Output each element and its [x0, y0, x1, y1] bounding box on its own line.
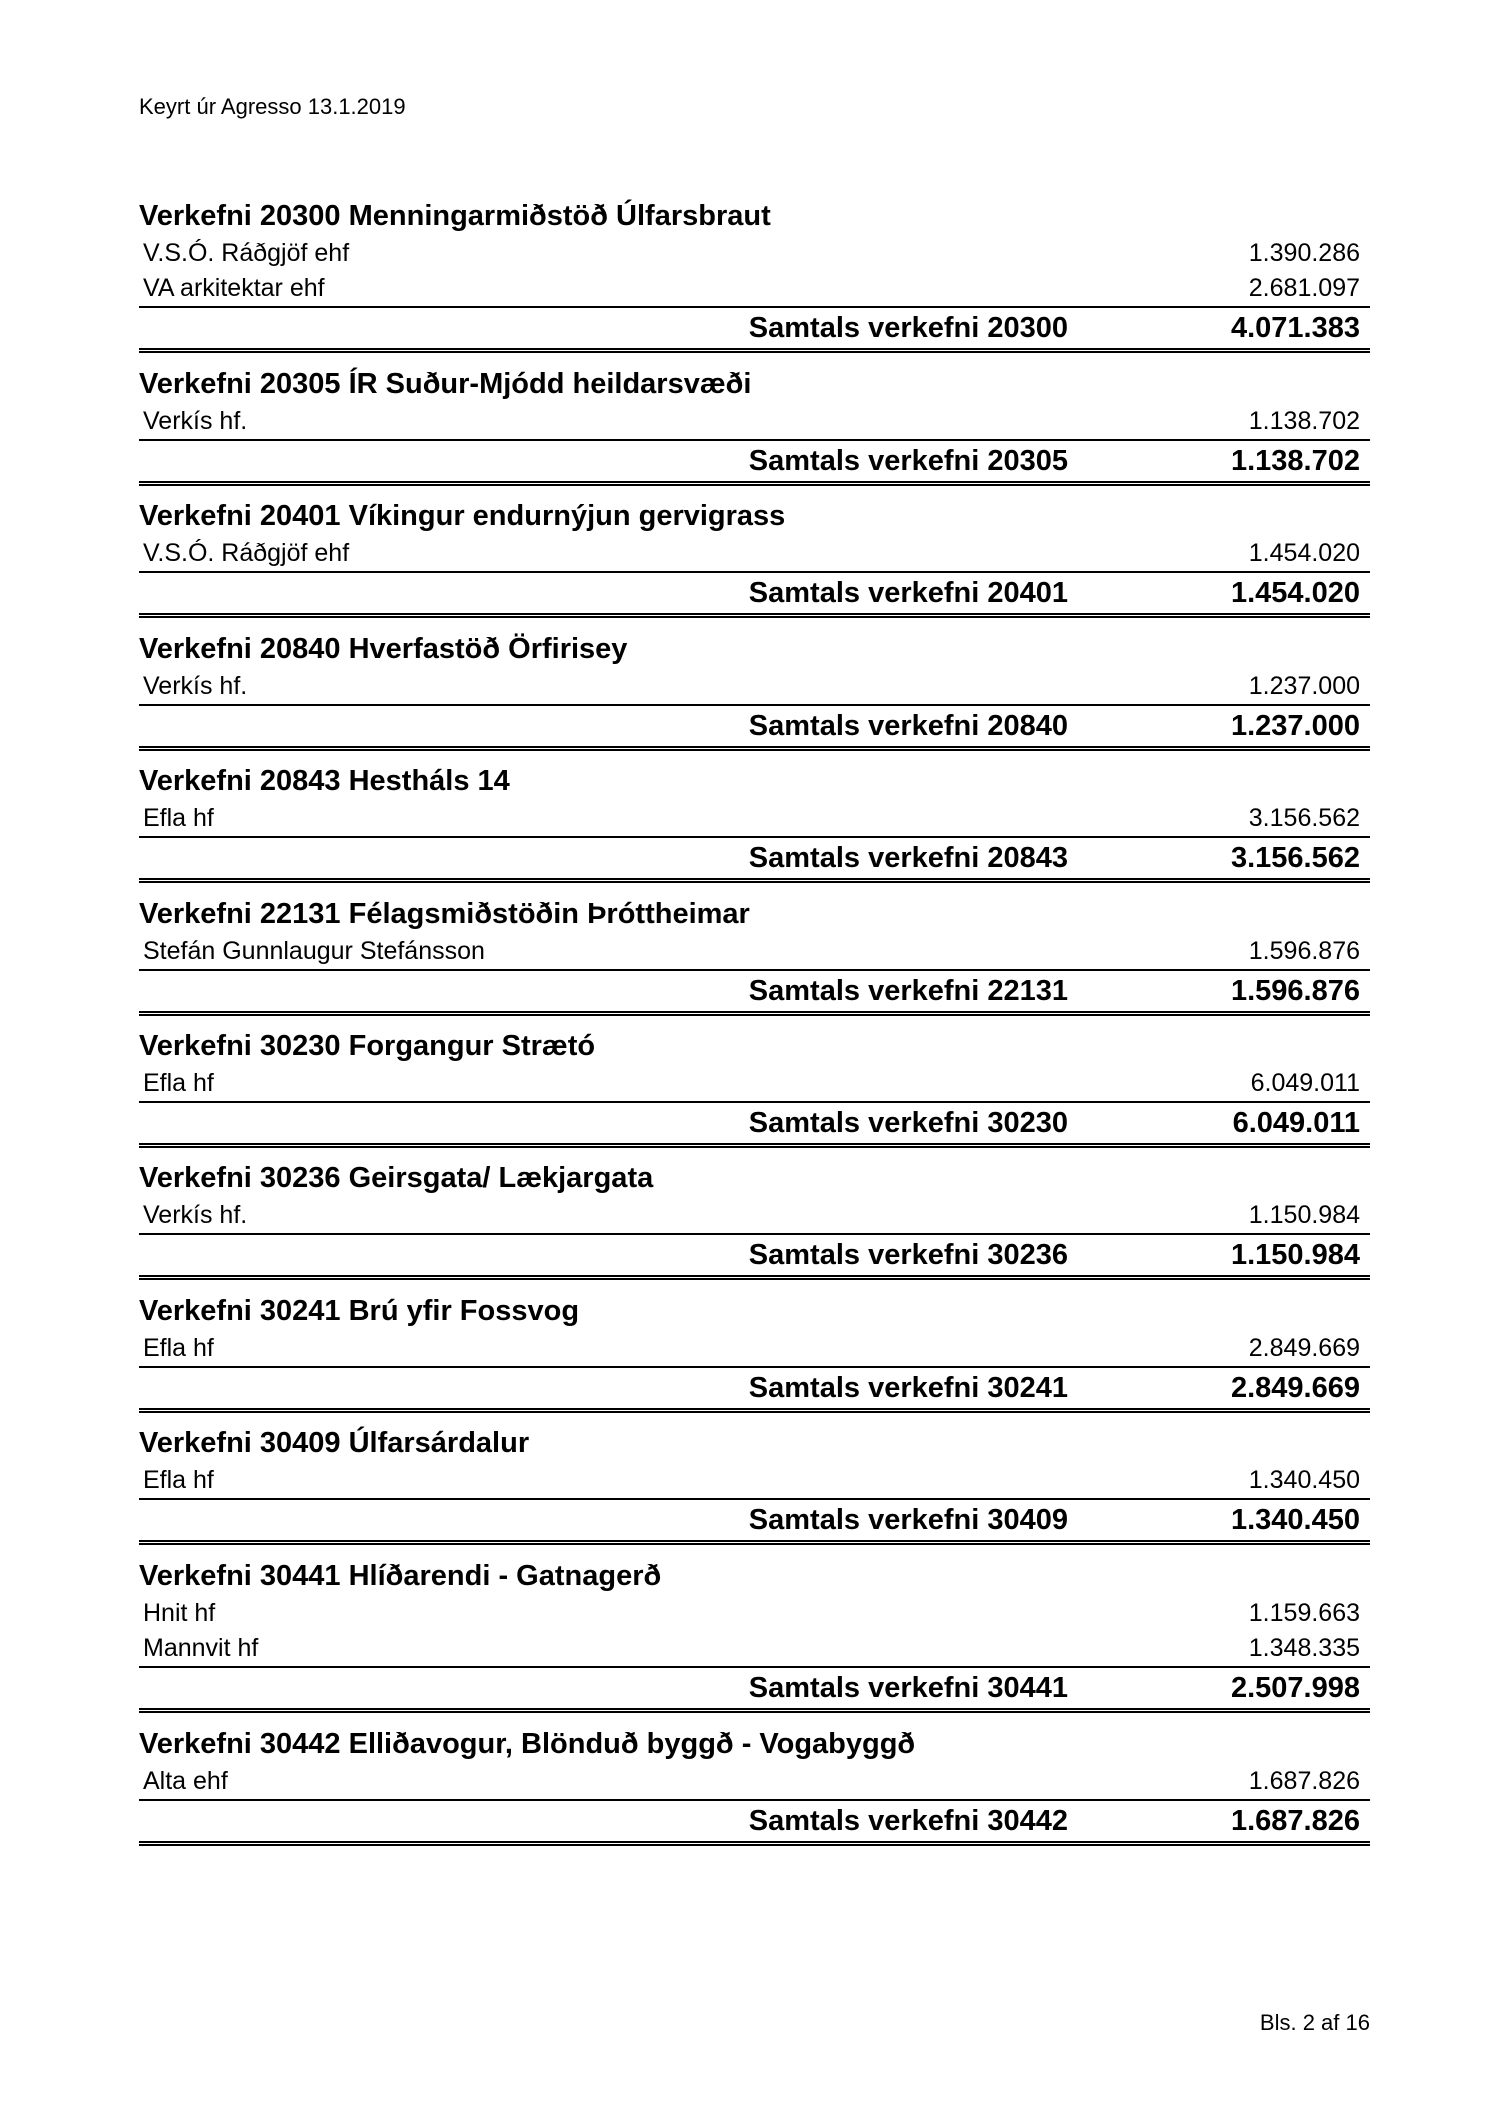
project-title: Verkefni 30442 Elliðavogur, Blönduð byggð - Vogabyggð: [139, 1727, 916, 1760]
project-title: Verkefni 30241 Brú yfir Fossvog: [139, 1294, 580, 1327]
project-section: [139, 496, 1370, 628]
vendor-row: [139, 1331, 1370, 1366]
vendor-row: [139, 1066, 1370, 1101]
total-label: Samtals verkefni 20305: [748, 445, 1068, 477]
project-total-row: [139, 306, 1370, 353]
vendor-row: [139, 1198, 1370, 1233]
project-title: Verkefni 20840 Hverfastöð Örfirisey: [139, 632, 628, 665]
vendor-row: [139, 236, 1370, 271]
vendor-row: [139, 669, 1370, 704]
total-label: Samtals verkefni 20843: [748, 842, 1068, 875]
project-section: [139, 761, 1370, 893]
vendor-amount: 1.340.450: [1248, 1466, 1360, 1495]
vendor-row: [139, 404, 1370, 439]
project-section: [139, 1724, 1370, 1856]
vendor-name: Verkís hf.: [143, 671, 248, 700]
vendor-name: Verkís hf.: [143, 407, 248, 435]
project-title: Verkefni 30441 Hlíðarendi - Gatnagerð: [139, 1559, 662, 1592]
vendor-row: [139, 801, 1370, 836]
vendor-name: Efla hf: [143, 1466, 214, 1495]
project-total-row: [139, 1498, 1370, 1545]
total-amount: 1.138.702: [1230, 445, 1360, 477]
vendor-amount: 1.596.876: [1248, 936, 1360, 965]
vendor-amount: 1.454.020: [1248, 539, 1360, 568]
project-section: [139, 894, 1370, 1026]
project-total-row: [139, 1366, 1370, 1413]
total-amount: 1.687.826: [1230, 1804, 1360, 1837]
vendor-row: [139, 1764, 1370, 1799]
project-section: [139, 629, 1370, 761]
project-section: [139, 1423, 1370, 1555]
vendor-row: [139, 1596, 1370, 1631]
project-title: Verkefni 20401 Víkingur endurnýjun gervigrass: [139, 500, 786, 533]
total-label: Samtals verkefni 30230: [748, 1106, 1068, 1139]
vendor-amount: 2.681.097: [1248, 274, 1360, 302]
project-total-row: [139, 969, 1370, 1016]
project-total-row: [139, 704, 1370, 751]
vendor-amount: 3.156.562: [1248, 804, 1360, 833]
project-section: [139, 1026, 1370, 1158]
vendor-name: Hnit hf: [143, 1598, 216, 1627]
project-title: Verkefni 20305 ÍR Suður-Mjódd heildarsvæði: [139, 368, 752, 400]
project-list: [139, 196, 1370, 1856]
vendor-amount: 1.138.702: [1248, 407, 1360, 435]
project-total-row: [139, 571, 1370, 618]
vendor-name: Efla hf: [143, 1068, 214, 1097]
total-amount: 2.849.669: [1230, 1371, 1360, 1404]
vendor-amount: 6.049.011: [1250, 1068, 1360, 1097]
total-label: Samtals verkefni 30442: [748, 1804, 1068, 1837]
page-number: Bls. 2 af 16: [1259, 2010, 1370, 2035]
vendor-name: V.S.Ó. Ráðgjöf ehf: [143, 239, 350, 267]
project-total-row: [139, 1799, 1370, 1846]
vendor-amount: 1.159.663: [1248, 1598, 1360, 1627]
project-total-row: [139, 1233, 1370, 1280]
project-section: [139, 1556, 1370, 1724]
project-section: [139, 1158, 1370, 1290]
total-amount: 1.237.000: [1230, 709, 1360, 742]
project-total-row: [139, 1101, 1370, 1148]
project-title: Verkefni 22131 Félagsmiðstöðin Þróttheimar: [139, 897, 750, 930]
total-amount: 4.071.383: [1230, 312, 1360, 344]
project-title: Verkefni 30409 Úlfarsárdalur: [139, 1427, 530, 1460]
project-total-row: [139, 439, 1370, 486]
vendor-row: [139, 1631, 1370, 1666]
vendor-amount: 2.849.669: [1248, 1333, 1360, 1362]
vendor-name: Alta ehf: [143, 1766, 228, 1795]
vendor-name: Efla hf: [143, 804, 214, 833]
project-title: Verkefni 30236 Geirsgata/ Lækjargata: [139, 1162, 654, 1195]
total-label: Samtals verkefni 30241: [748, 1371, 1068, 1404]
total-amount: 1.340.450: [1230, 1504, 1360, 1537]
vendor-name: VA arkitektar ehf: [143, 274, 325, 302]
vendor-amount: 1.237.000: [1248, 671, 1360, 700]
project-total-row: [139, 836, 1370, 883]
vendor-name: Stefán Gunnlaugur Stefánsson: [143, 936, 485, 965]
vendor-name: V.S.Ó. Ráðgjöf ehf: [143, 539, 350, 568]
vendor-row: [139, 934, 1370, 969]
total-label: Samtals verkefni 30441: [748, 1671, 1068, 1704]
total-amount: 2.507.998: [1230, 1671, 1360, 1704]
vendor-amount: 1.348.335: [1248, 1633, 1360, 1662]
vendor-amount: 1.150.984: [1248, 1201, 1360, 1230]
project-section: [139, 364, 1370, 496]
total-amount: 3.156.562: [1230, 842, 1360, 875]
run-date-header: Keyrt úr Agresso 13.1.2019: [139, 94, 406, 119]
project-section: [139, 1291, 1370, 1423]
project-title: Verkefni 30230 Forgangur Strætó: [139, 1029, 596, 1062]
total-label: Samtals verkefni 30409: [748, 1504, 1068, 1537]
vendor-row: [139, 271, 1370, 306]
total-label: Samtals verkefni 30236: [748, 1239, 1068, 1272]
total-label: Samtals verkefni 22131: [748, 974, 1068, 1007]
total-amount: 1.454.020: [1230, 577, 1360, 610]
vendor-name: Mannvit hf: [143, 1633, 259, 1662]
total-label: Samtals verkefni 20840: [748, 709, 1068, 742]
project-total-row: [139, 1666, 1370, 1713]
vendor-name: Verkís hf.: [143, 1201, 248, 1230]
vendor-row: [139, 536, 1370, 571]
project-section: [139, 196, 1370, 364]
project-title: Verkefni 20300 Menningarmiðstöð Úlfarsbraut: [139, 200, 771, 232]
project-title: Verkefni 20843 Hestháls 14: [139, 765, 510, 798]
total-amount: 1.150.984: [1230, 1239, 1360, 1272]
total-label: Samtals verkefni 20300: [748, 312, 1068, 344]
vendor-row: [139, 1463, 1370, 1498]
vendor-amount: 1.687.826: [1248, 1766, 1360, 1795]
total-label: Samtals verkefni 20401: [748, 577, 1068, 610]
vendor-amount: 1.390.286: [1248, 239, 1360, 267]
total-amount: 6.049.011: [1232, 1106, 1360, 1139]
total-amount: 1.596.876: [1230, 974, 1360, 1007]
vendor-name: Efla hf: [143, 1333, 214, 1362]
